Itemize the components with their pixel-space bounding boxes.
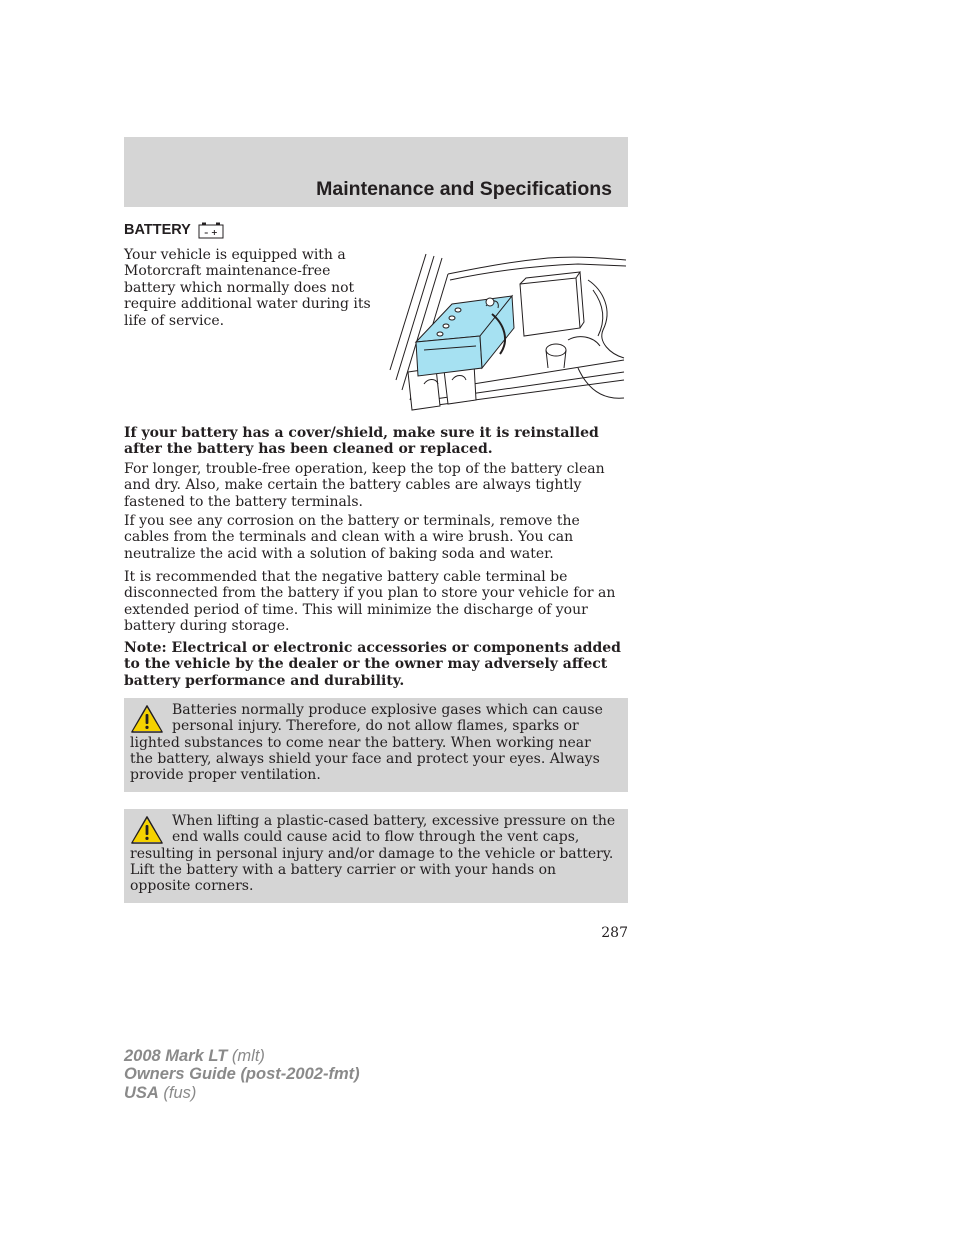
warning-content [130, 702, 618, 783]
chapter-header-band [124, 137, 628, 207]
document-footer [124, 1047, 360, 1102]
page-number: 287 [601, 925, 628, 941]
warning-box-explosive-gases [124, 698, 628, 792]
electrical-accessories-note: Note: Electrical or electronic accessories or components added to the vehicle by the dealer or the owner may adversely affect battery performance and durability. [124, 640, 621, 689]
battery-location-illustration [388, 250, 628, 412]
footer-guide: Owners Guide (post-2002-fmt) [124, 1065, 360, 1084]
footer-model: 2008 Mark LT [124, 1047, 228, 1065]
footer-model-code: (mlt) [227, 1047, 265, 1065]
paragraph-clean-battery: For longer, trouble-free operation, keep the top of the battery clean and dry. Also, make certain the battery cables are always tightly fastened to the battery terminals. [124, 461, 605, 510]
chapter-title: Maintenance and Specifications [316, 178, 612, 200]
intro-paragraph: Your vehicle is equipped with a Motorcraft maintenance-free battery which normally does not require additional water during its life of service. [124, 247, 371, 329]
paragraph-storage: It is recommended that the negative battery cable terminal be disconnected from the battery if you plan to store your vehicle for an extended period of time. This will minimize the discharge of your battery during storage. [124, 569, 616, 634]
warning-content [130, 813, 618, 894]
warning-text-lifting-battery: When lifting a plastic-cased battery, excessive pressure on the end walls could cause acid to flow through the vent caps, resulting in personal injury and/or damage to the vehicle or battery. Lift the battery with a battery carrier or with your hands on opposite corners. [130, 813, 616, 895]
footer-market-code: (fus) [158, 1083, 197, 1102]
footer-line-model [124, 1047, 360, 1065]
warning-text-explosive-gases: Batteries normally produce explosive gases which can cause personal injury. Therefore, do not allow flames, sparks or lighted substances to come near the battery. When working near the battery, always shield your face and protect your eyes. Always provide proper ventilation. [130, 702, 603, 784]
section-heading-text: BATTERY [124, 222, 191, 238]
paragraph-corrosion: If you see any corrosion on the battery or terminals, remove the cables from the terminals and clean with a wire brush. You can neutralize the acid with a solution of baking soda and water. [124, 513, 580, 562]
battery-icon-label: – + [204, 228, 218, 237]
section-heading [124, 221, 225, 239]
footer-market: USA [124, 1083, 159, 1102]
warning-triangle-icon [130, 815, 164, 845]
footer-line-market [124, 1084, 360, 1102]
battery-icon [197, 221, 225, 239]
cover-shield-notice: If your battery has a cover/shield, make sure it is reinstalled after the battery has been cleaned or replaced. [124, 425, 599, 458]
warning-triangle-icon [130, 704, 164, 734]
warning-box-lifting-battery [124, 809, 628, 903]
